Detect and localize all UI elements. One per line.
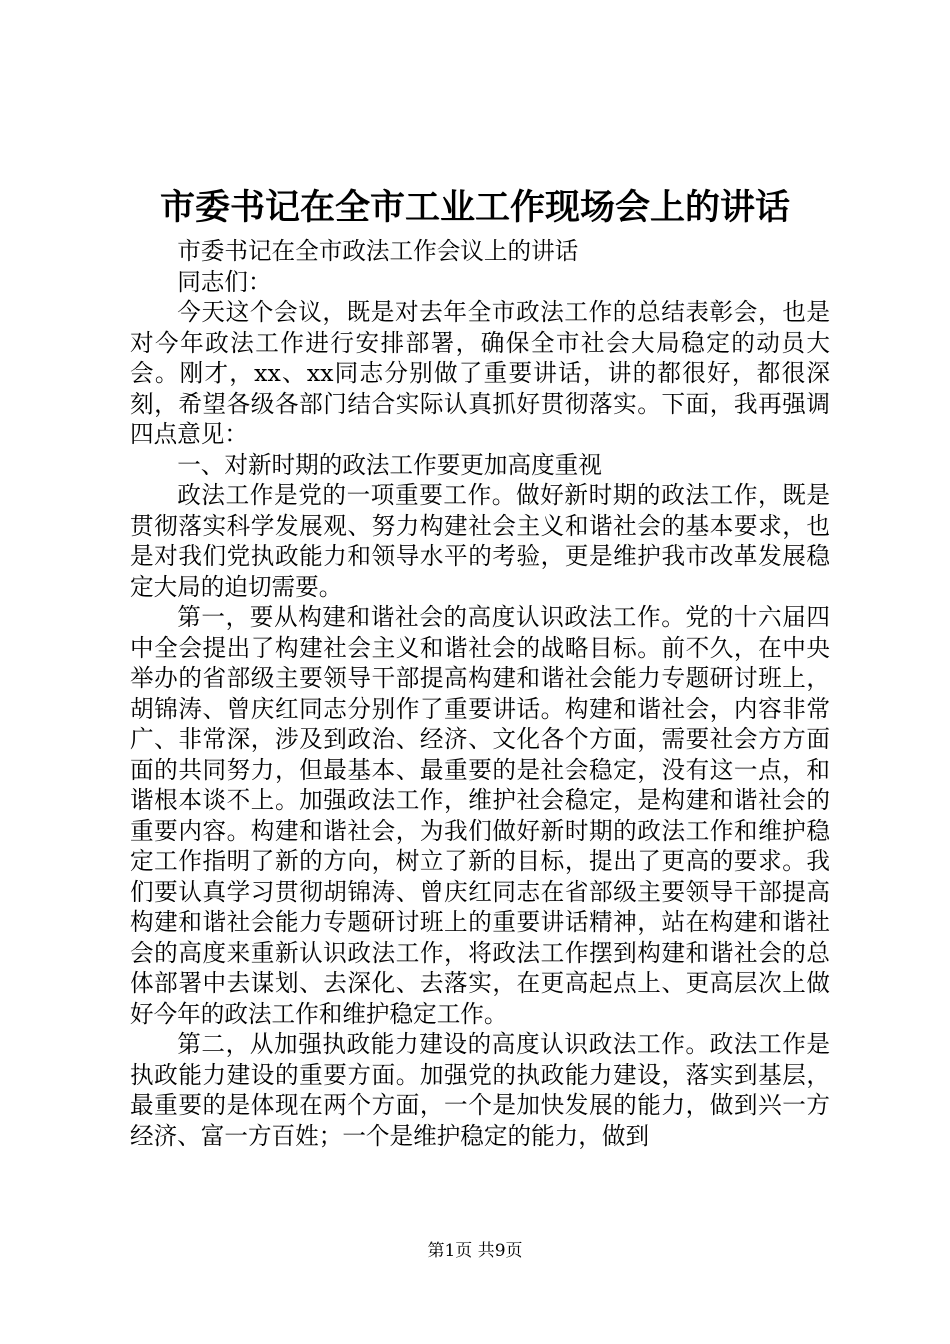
document-title: 市委书记在全市工业工作现场会上的讲话 <box>159 187 790 228</box>
paragraph: 政法工作是党的一项重要工作。做好新时期的政法工作，既是贯彻落实科学发展观、努力构建社会主义和谐社会的基本要求，也是对我们党执政能力和领导水平的考验，更是维护我市改革发展稳定大局的迫切需要。 <box>130 481 830 601</box>
document-body <box>130 236 830 1151</box>
section-heading: 一、对新时期的政法工作要更加高度重视 <box>177 450 602 479</box>
paragraph: 第一，要从构建和谐社会的高度认识政法工作。党的十六届四中全会提出了构建社会主义和谐社会的战略目标。前不久，在中央举办的省部级主要领导干部提高构建和谐社会能力专题研讨班上，胡锦涛、曾庆红同志分别作了重要讲话。构建和谐社会，内容非常广、非常深，涉及到政治、经济、文化各个方面，需要社会方方面面的共同努力，但最基本、最重要的是社会稳定，没有这一点，和谐根本谈不上。加强政法工作，维护社会稳定，是构建和谐社会的重要内容。构建和谐社会，为我们做好新时期的政法工作和维护稳定工作指明了新的方向，树立了新的目标，提出了更高的要求。我们要认真学习贯彻胡锦涛、曾庆红同志在省部级主要领导干部提高构建和谐社会能力专题研讨班上的重要讲话精神，站在构建和谐社会的高度来重新认识政法工作，将政法工作摆到构建和谐社会的总体部署中去谋划、去深化、去落实，在更高起点上、更高层次上做好今年的政法工作和维护稳定工作。 <box>130 603 830 1028</box>
page-footer: 第1页 共9页 <box>427 1241 523 1261</box>
speech-subtitle: 市委书记在全市政法工作会议上的讲话 <box>177 237 579 265</box>
paragraph: 第二，从加强执政能力建设的高度认识政法工作。政法工作是执政能力建设的重要方面。加强党的执政能力建设，落实到基层，最重要的是体现在两个方面，一个是加快发展的能力，做到兴一方经济、富一方百姓；一个是维护稳定的能力，做到 <box>130 1030 830 1150</box>
paragraph: 今天这个会议，既是对去年全市政法工作的总结表彰会，也是对今年政法工作进行安排部署，确保全市社会大局稳定的动员大会。刚才，xx、xx同志分别做了重要讲话，讲的都很好，都很深刻，希望各级各部门结合实际认真抓好贯彻落实。下面，我再强调四点意见： <box>130 298 830 448</box>
salutation: 同志们： <box>177 267 272 296</box>
